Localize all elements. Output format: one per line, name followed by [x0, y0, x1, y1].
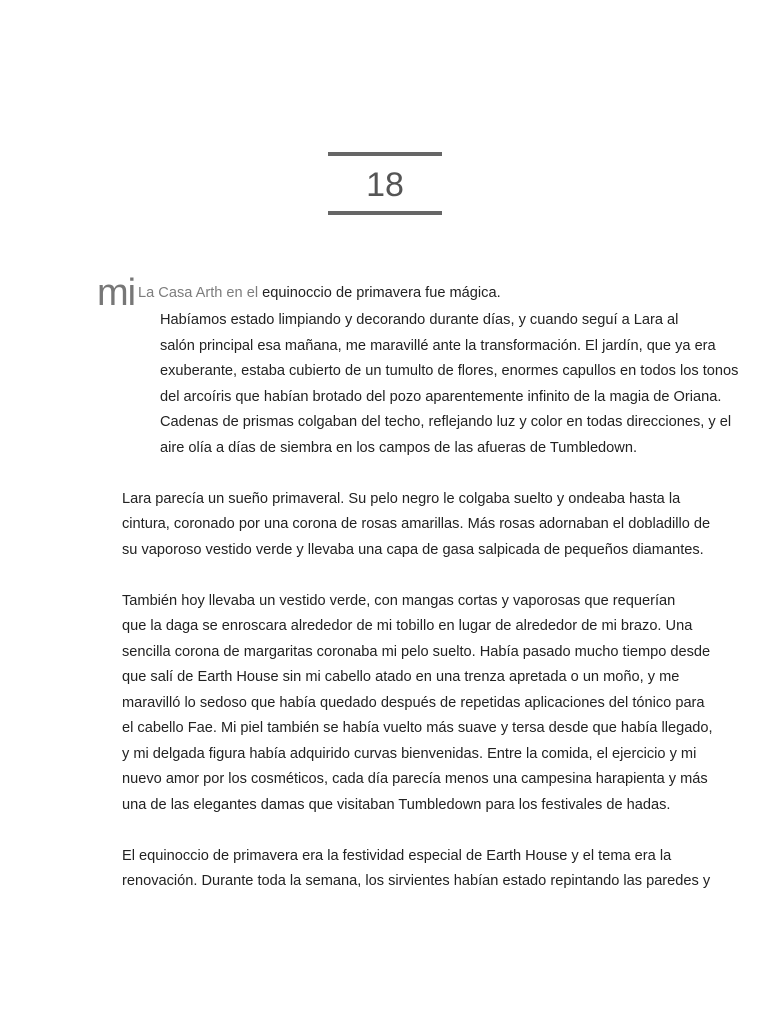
text-line: renovación. Durante toda la semana, los sirvientes habían estado repintando las paredes y [122, 873, 711, 889]
text-line: salón principal esa mañana, me maravillé ante la transformación. El jardín, que ya era [160, 337, 716, 354]
text-line: exuberante, estaba cubierto de un tumulto de flores, enormes capullos en todos los tonos [160, 363, 739, 379]
paragraph-1 [96, 308, 739, 461]
chapter-top-rule [328, 152, 442, 156]
text-line: que salí de Earth House sin mi cabello atado en una trenza apretada o un moño, y me [122, 669, 680, 685]
opening-rest: equinoccio de primavera fue mágica. [258, 285, 501, 301]
opening-lead-words: La Casa Arth en el [138, 285, 259, 301]
text-line: su vaporoso vestido verde y llevaba una capa de gasa salpicada de pequeños diamantes. [122, 541, 704, 558]
text-line: una de las elegantes damas que visitaban Tumbledown para los festivales de hadas. [122, 796, 671, 813]
text-line: y mi delgada figura había adquirido curvas bienvenidas. Entre la comida, el ejercicio y mi [122, 745, 697, 762]
chapter-number: 18 [366, 166, 404, 204]
chapter-bottom-rule [328, 211, 442, 215]
paragraph-2 [96, 487, 711, 564]
opening-sentence [138, 281, 501, 307]
text-line: que la daga se enroscara alrededor de mi tobillo en lugar de alrededor de mi brazo. Una [122, 618, 693, 634]
text-line: el cabello Fae. Mi piel también se había vuelto más suave y tersa desde que había llegado, [122, 720, 713, 736]
text-line: maravilló lo sedoso que había quedado después de repetidas aplicaciones del tónico para [122, 694, 705, 711]
text-line: El equinoccio de primavera era la festividad especial de Earth House y el tema era la [122, 847, 672, 864]
text-line: aire olía a días de siembra en los campos de las afueras de Tumbledown. [160, 439, 637, 456]
chapter-header [328, 152, 442, 218]
opening-line-block [96, 272, 676, 314]
drop-cap: mi [97, 272, 136, 314]
text-line: Habíamos estado limpiando y decorando durante días, y cuando seguí a Lara al [160, 312, 679, 328]
text-line: También hoy llevaba un vestido verde, con mangas cortas y vaporosas que requerían [122, 592, 676, 609]
text-line: sencilla corona de margaritas coronaba mi pelo suelto. Había pasado mucho tiempo desde [122, 643, 711, 660]
text-line: Cadenas de prismas colgaban del techo, reflejando luz y color en todas direcciones, y el [160, 414, 732, 430]
text-line: del arcoíris que habían brotado del pozo aparentemente infinito de la magia de Oriana. [160, 388, 722, 405]
text-line: cintura, coronado por una corona de rosas amarillas. Más rosas adornaban el dobladillo de [122, 516, 711, 532]
chapter-body [96, 272, 739, 895]
text-line: nuevo amor por los cosméticos, cada día parecía menos una campesina harapienta y más [122, 771, 708, 787]
paragraph-4 [96, 844, 711, 895]
text-line: Lara parecía un sueño primaveral. Su pelo negro le colgaba suelto y ondeaba hasta la [122, 490, 681, 507]
paragraph-3 [96, 589, 713, 819]
